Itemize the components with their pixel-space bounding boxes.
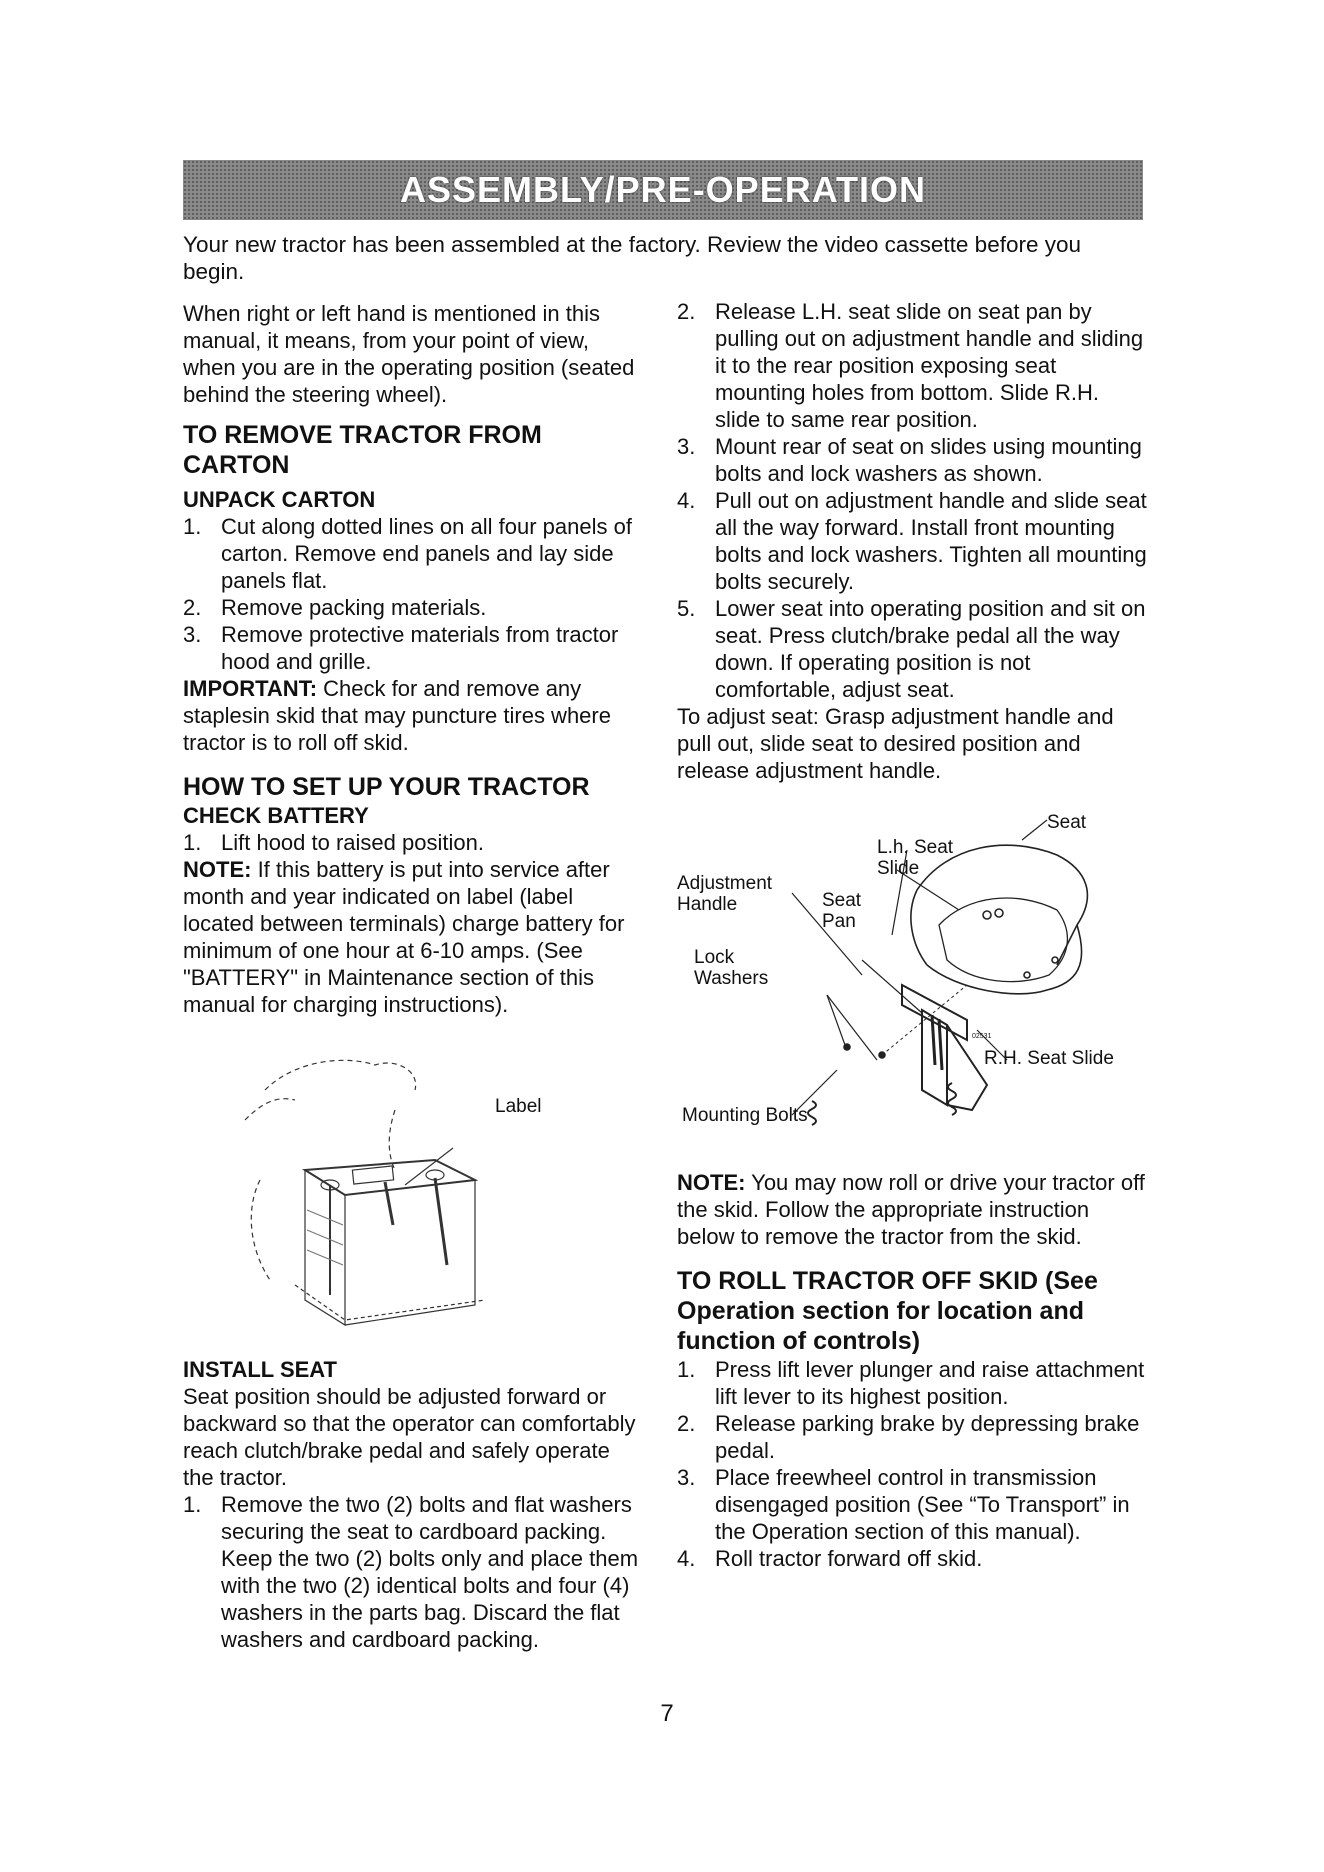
step-text: Lower seat into operating position and sit on seat. Press clutch/brake pedal all the way down. If operating position is not comfortable, adjust seat.	[715, 596, 1146, 702]
battery-illustration	[235, 1050, 565, 1335]
step-text: Remove the two (2) bolts and flat washers securing the seat to cardboard packing. Keep the two (2) bolts only and place them with the two (2) identical bolts and four (4) washers in the parts bag. Discard the flat washers and cardboard packing.	[221, 1492, 639, 1652]
adjust-seat-paragraph: To adjust seat: Grasp adjustment handle and pull out, slide seat to desired position and release adjustment handle.	[677, 704, 1114, 783]
step-text: Release parking brake by depressing brake pedal.	[715, 1411, 1140, 1463]
list-item	[677, 1410, 1147, 1464]
seat-illustration	[677, 812, 1147, 1135]
step-number: 3.	[183, 622, 202, 647]
step-number: 1.	[677, 1357, 696, 1382]
step-number: 4.	[677, 488, 696, 513]
step-number: 3.	[677, 434, 696, 459]
step-number: 2.	[677, 1411, 696, 1436]
list-item	[677, 1356, 1147, 1410]
page-number: 7	[660, 1700, 674, 1727]
step-number: 1.	[183, 830, 202, 855]
step-number: 1.	[183, 514, 202, 539]
step-text: Lift hood to raised position.	[221, 830, 484, 855]
list-item	[183, 621, 643, 675]
step-text: Mount rear of seat on slides using mounting bolts and lock washers as shown.	[715, 434, 1142, 486]
list-item	[677, 487, 1147, 595]
list-item	[183, 829, 643, 856]
list-item	[183, 513, 643, 594]
step-text: Place freewheel control in transmission disengaged position (See “To Transport” in the Operation section of this manual).	[715, 1465, 1130, 1544]
note-text: If this battery is put into service after month and year indicated on label (label located between terminals) charge battery for minimum of one hour at 6-10 amps. (See "BATTERY" in Maintenance section of this manual for charging instructions).	[183, 857, 625, 1017]
step-text: Remove packing materials.	[221, 595, 487, 620]
list-item	[183, 594, 643, 621]
unpack-carton-heading: UNPACK CARTON	[183, 487, 376, 512]
step-number: 2.	[183, 595, 202, 620]
step-number: 3.	[677, 1465, 696, 1490]
important-text: Check for and remove any staplesin skid that may puncture tires where tractor is to roll off skid.	[183, 676, 611, 755]
battery-drawing	[235, 1050, 565, 1335]
skid-note-paragraph	[677, 1169, 1147, 1250]
list-item	[677, 433, 1147, 487]
step-number: 5.	[677, 596, 696, 621]
battery-note-paragraph	[183, 856, 643, 1018]
setup-tractor-heading: HOW TO SET UP YOUR TRACTOR	[183, 773, 590, 801]
note-text: You may now roll or drive your tractor off the skid. Follow the appropriate instruction below to remove the tractor from the skid.	[677, 1170, 1145, 1249]
remove-tractor-heading: TO REMOVE TRACTOR FROM CARTON	[183, 421, 542, 479]
step-text: Release L.H. seat slide on seat pan by pulling out on adjustment handle and sliding it to the rear position exposing seat mounting holes from bottom. Slide R.H. slide to same rear position.	[715, 299, 1144, 432]
section-title: ASSEMBLY/PRE-OPERATION	[399, 169, 927, 210]
battery-label-callout: Label	[495, 1096, 542, 1117]
seat-pan-callout: Seat Pan	[822, 890, 862, 932]
list-item	[183, 1491, 643, 1653]
adjustment-handle-callout: Adjustment Handle	[677, 873, 773, 915]
important-label: IMPORTANT:	[183, 676, 318, 701]
list-item	[677, 1545, 1147, 1572]
step-text: Pull out on adjustment handle and slide seat all the way forward. Install front mounting bolts and lock washers. Tighten all mounting bolts securely.	[715, 488, 1147, 594]
note-label: NOTE:	[677, 1170, 746, 1195]
seat-intro-paragraph: Seat position should be adjusted forward or backward so that the operator can comfortably reach clutch/brake pedal and safely operate the tractor.	[183, 1384, 636, 1490]
step-number: 4.	[677, 1546, 696, 1571]
seat-callout: Seat	[1047, 812, 1087, 833]
intro-paragraph: Your new tractor has been assembled at the factory. Review the video cassette before you begin.	[183, 232, 1082, 284]
step-number: 1.	[183, 1492, 202, 1517]
lh-seat-slide-callout: L.h. Seat Slide	[877, 837, 954, 879]
step-text: Remove protective materials from tractor hood and grille.	[221, 622, 619, 674]
section-banner	[183, 160, 1143, 220]
install-seat-section	[183, 1356, 643, 1653]
step-text: Cut along dotted lines on all four panels of carton. Remove end panels and lay side panels flat.	[221, 514, 632, 593]
list-item	[677, 298, 1147, 433]
roll-steps-list	[677, 1356, 1147, 1572]
roll-off-skid-heading: TO ROLL TRACTOR OFF SKID (See Operation section for location and function of controls)	[677, 1267, 1098, 1355]
right-lower-section	[677, 1169, 1147, 1572]
hand-note-paragraph: When right or left hand is mentioned in this manual, it means, from your point of view, when you are in the operating position (seated behind the steering wheel).	[183, 301, 635, 407]
unpack-steps-list	[183, 513, 643, 675]
install-seat-heading: INSTALL SEAT	[183, 1357, 337, 1382]
step-text: Press lift lever plunger and raise attachment lift lever to its highest position.	[715, 1357, 1145, 1409]
check-battery-heading: CHECK BATTERY	[183, 803, 369, 828]
note-label: NOTE:	[183, 857, 252, 882]
list-item	[677, 1464, 1147, 1545]
seat-steps-list-right	[677, 298, 1147, 703]
list-item	[677, 595, 1147, 703]
lock-washers-callout: Lock Washers	[694, 947, 769, 989]
step-number: 2.	[677, 299, 696, 324]
step-text: Roll tractor forward off skid.	[715, 1546, 983, 1571]
important-paragraph	[183, 675, 643, 756]
battery-steps-list	[183, 829, 643, 856]
seat-steps-list-left	[183, 1491, 643, 1653]
mounting-bolts-callout: Mounting Bolts	[682, 1105, 808, 1126]
rh-seat-slide-callout: R.H. Seat Slide	[984, 1048, 1114, 1069]
part-code-label: 02531	[972, 1033, 992, 1040]
right-column	[677, 298, 1147, 784]
left-column	[183, 300, 643, 1018]
